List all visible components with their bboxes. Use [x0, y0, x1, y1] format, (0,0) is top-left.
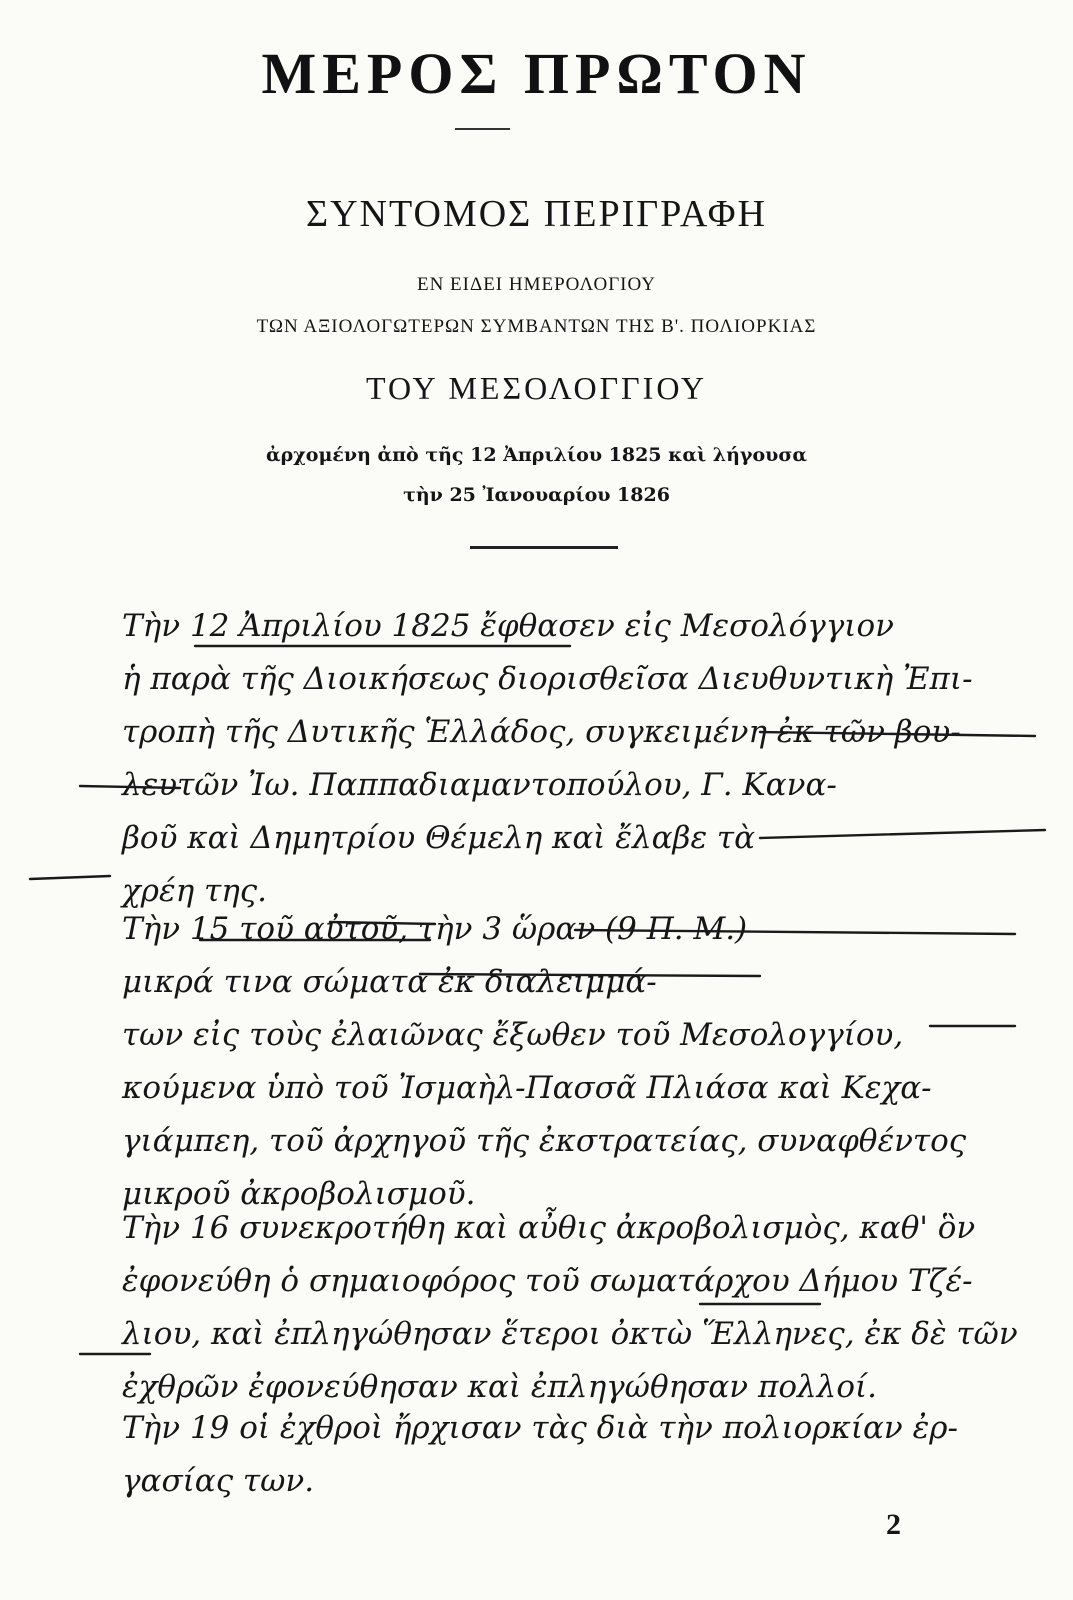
text-line: μικροῦ ἀκροβολισμοῦ. — [122, 1176, 476, 1212]
subtitle-line-3: ΤΟΥ ΜΕΣΟΛΟΓΓΙΟΥ — [366, 370, 707, 406]
text-line: γασίας των. — [122, 1463, 315, 1499]
dates-line-1: ἀρχομένη ἀπὸ τῆς 12 Ἀπριλίου 1825 καὶ λήγουσα — [266, 444, 807, 466]
text-line: των εἰς τοὺς ἐλαιῶνας ἔξωθεν τοῦ Μεσολογγίου, — [122, 1017, 904, 1053]
document-title: ΣΥΝΤΟΜΟΣ ΠΕΡΙΓΡΑΦΗ — [305, 193, 767, 235]
text-line: Τὴν 15 τοῦ αὐτοῦ, τὴν 3 ὥραν (9 Π. Μ.) — [122, 911, 748, 947]
text-line: Τὴν 19 οἱ ἐχθροὶ ἤρχισαν τὰς διὰ τὴν πολιορκίαν ἐρ- — [122, 1410, 958, 1446]
paragraph-3 — [78, 1202, 1018, 1414]
text-line: λιου, καὶ ἐπληγώθησαν ἕτεροι ὀκτὼ Ἕλληνες, ἐκ δὲ τῶν — [122, 1316, 1018, 1352]
text-line: ἡ παρὰ τῆς Διοικήσεως διορισθεῖσα Διευθυντικὴ Ἐπι- — [122, 661, 973, 697]
text-line: βοῦ καὶ Δημητρίου Θέμελη καὶ ἔλαβε τὰ — [122, 820, 756, 856]
page-number: 2 — [886, 1508, 901, 1541]
text-line: κούμενα ὑπὸ τοῦ Ἰσμαὴλ-Πασσᾶ Πλιάσα καὶ Κεχα- — [122, 1070, 932, 1106]
text-line: ἐφονεύθη ὁ σημαιοφόρος τοῦ σωματάρχου Δήμου Τζέ- — [122, 1263, 973, 1299]
paragraph-1 — [78, 600, 1018, 918]
text-line: λευτῶν Ἰω. Παππαδιαμαντοπούλου, Γ. Κανα- — [122, 767, 837, 803]
text-line: χρέη της. — [122, 873, 268, 909]
text-line: Τὴν 12 Ἀπριλίου 1825 ἔφθασεν εἰς Μεσολόγγιον — [122, 608, 894, 644]
text-line: μικρά τινα σώματα ἐκ διαλειμμά- — [122, 964, 657, 1000]
paragraph-2 — [78, 903, 1018, 1221]
section-divider — [470, 546, 618, 549]
dates-line-2: τὴν 25 Ἰανουαρίου 1826 — [403, 484, 670, 506]
part-title: ΜΕΡΟΣ ΠΡΩΤΟΝ — [261, 41, 812, 106]
title-divider — [455, 128, 510, 130]
text-line: τροπὴ τῆς Δυτικῆς Ἑλλάδος, συγκειμένη ἐκ τῶν βου- — [122, 714, 961, 750]
subtitle-line-1: ΕΝ ΕΙΔΕΙ ΗΜΕΡΟΛΟΓΙΟΥ — [416, 274, 657, 295]
text-line: ἐχθρῶν ἐφονεύθησαν καὶ ἐπληγώθησαν πολλοί. — [122, 1369, 877, 1405]
text-line: γιάμπεη, τοῦ ἀρχηγοῦ τῆς ἐκστρατείας, συναφθέντος — [122, 1123, 967, 1159]
text-line: Τὴν 16 συνεκροτήθη καὶ αὖθις ἀκροβολισμὸς, καθ' ὃν — [122, 1210, 976, 1246]
paragraph-4 — [78, 1402, 1018, 1508]
subtitle-line-2: ΤΩΝ ΑΞΙΟΛΟΓΩΤΕΡΩΝ ΣΥΜΒΑΝΤΩΝ ΤΗΣ Β'. ΠΟΛΙΟΡΚΙΑΣ — [256, 316, 817, 337]
